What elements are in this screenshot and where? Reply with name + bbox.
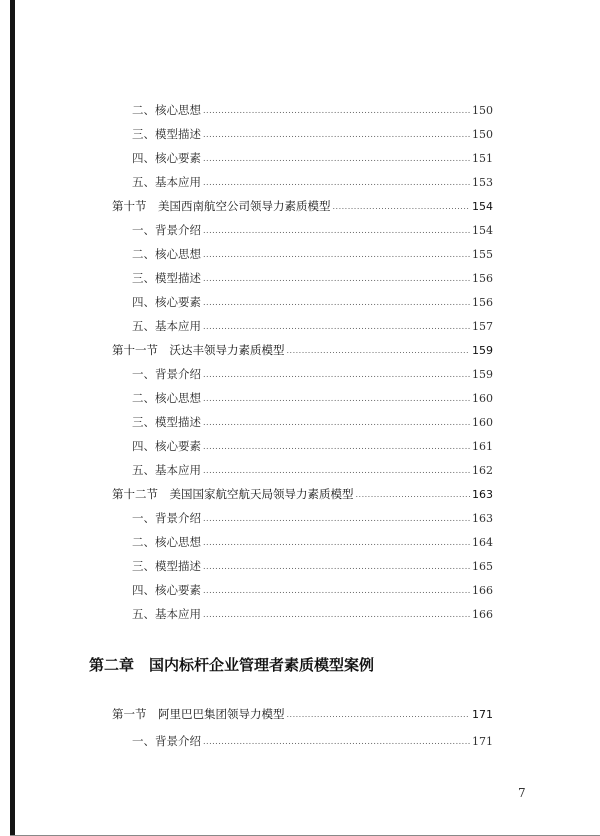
toc-entry[interactable] bbox=[132, 246, 493, 264]
toc-entry-page: 162 bbox=[472, 464, 493, 477]
toc-entry-label: 一、背景介绍 bbox=[132, 367, 201, 381]
dot-leader bbox=[203, 394, 470, 403]
dot-leader bbox=[203, 250, 470, 259]
toc-entry-label: 五、基本应用 bbox=[132, 463, 201, 477]
dot-leader bbox=[203, 538, 470, 547]
page-binding-edge bbox=[10, 0, 15, 836]
toc-entry[interactable] bbox=[132, 390, 493, 408]
toc-entry-page: 159 bbox=[472, 368, 493, 381]
toc-entry-page: 157 bbox=[472, 320, 493, 333]
toc-entry[interactable] bbox=[132, 606, 493, 624]
toc-entry-label: 二、核心思想 bbox=[132, 247, 201, 261]
page-number: 7 bbox=[518, 786, 526, 800]
toc-entry-page: 161 bbox=[472, 440, 493, 453]
dot-leader bbox=[203, 274, 470, 283]
dot-leader bbox=[203, 298, 470, 307]
toc-entry[interactable] bbox=[132, 222, 493, 240]
toc-entry-label: 五、基本应用 bbox=[132, 319, 201, 333]
toc-entry-page: 171 bbox=[472, 735, 493, 748]
toc-section-page: 154 bbox=[472, 200, 493, 213]
toc-entry-page: 164 bbox=[472, 536, 493, 549]
toc-entry-page: 154 bbox=[472, 224, 493, 237]
toc-section-label: 第十二节 美国国家航空航天局领导力素质模型 bbox=[112, 487, 354, 501]
dot-leader bbox=[203, 226, 470, 235]
toc-entry-label: 二、核心思想 bbox=[132, 391, 201, 405]
toc-entry-page: 153 bbox=[472, 176, 493, 189]
dot-leader bbox=[203, 737, 470, 746]
toc-entry[interactable] bbox=[132, 414, 493, 432]
toc-entry-label: 三、模型描述 bbox=[132, 127, 201, 141]
toc-section-page: 171 bbox=[472, 708, 493, 721]
toc-entry-page: 150 bbox=[472, 104, 493, 117]
toc-entry[interactable] bbox=[132, 510, 493, 528]
toc-entry-page: 166 bbox=[472, 584, 493, 597]
toc-entry[interactable] bbox=[132, 270, 493, 288]
toc-entry[interactable] bbox=[132, 102, 493, 120]
toc-entry-page: 160 bbox=[472, 416, 493, 429]
toc-entry-label: 四、核心要素 bbox=[132, 439, 201, 453]
toc-entry-page: 151 bbox=[472, 152, 493, 165]
dot-leader bbox=[287, 346, 471, 355]
toc-entry[interactable] bbox=[132, 733, 493, 751]
toc-entry-label: 五、基本应用 bbox=[132, 175, 201, 189]
toc-entry-page: 155 bbox=[472, 248, 493, 261]
toc-entry[interactable] bbox=[132, 126, 493, 144]
toc-entry[interactable] bbox=[132, 558, 493, 576]
toc-entry[interactable] bbox=[132, 534, 493, 552]
toc-section-label: 第一节 阿里巴巴集团领导力模型 bbox=[112, 707, 285, 721]
dot-leader bbox=[203, 514, 470, 523]
dot-leader bbox=[203, 610, 470, 619]
toc-entry-label: 四、核心要素 bbox=[132, 151, 201, 165]
toc-entry-label: 一、背景介绍 bbox=[132, 511, 201, 525]
toc-section-page: 163 bbox=[472, 488, 493, 501]
toc-entry-label: 四、核心要素 bbox=[132, 583, 201, 597]
toc-entry-label: 四、核心要素 bbox=[132, 295, 201, 309]
dot-leader bbox=[203, 106, 470, 115]
toc-entry[interactable] bbox=[132, 438, 493, 456]
toc-entry-page: 166 bbox=[472, 608, 493, 621]
dot-leader bbox=[203, 130, 470, 139]
toc-entry-label: 三、模型描述 bbox=[132, 271, 201, 285]
dot-leader bbox=[203, 442, 470, 451]
toc-entry-page: 160 bbox=[472, 392, 493, 405]
dot-leader bbox=[203, 322, 470, 331]
toc-entry[interactable] bbox=[132, 150, 493, 168]
dot-leader bbox=[203, 586, 470, 595]
toc-entry-label: 二、核心思想 bbox=[132, 535, 201, 549]
toc-entry-label: 一、背景介绍 bbox=[132, 223, 201, 237]
toc-entry-label: 二、核心思想 bbox=[132, 103, 201, 117]
toc-entry-label: 三、模型描述 bbox=[132, 559, 201, 573]
toc-entry[interactable] bbox=[132, 462, 493, 480]
dot-leader bbox=[203, 178, 470, 187]
toc-entry-page: 156 bbox=[472, 272, 493, 285]
dot-leader bbox=[203, 154, 470, 163]
dot-leader bbox=[203, 370, 470, 379]
dot-leader bbox=[333, 202, 471, 211]
dot-leader bbox=[356, 490, 471, 499]
toc-entry-page: 165 bbox=[472, 560, 493, 573]
toc-entry[interactable] bbox=[132, 294, 493, 312]
toc-section-page: 159 bbox=[472, 344, 493, 357]
toc-entry[interactable] bbox=[132, 366, 493, 384]
toc-section[interactable] bbox=[112, 342, 493, 360]
dot-leader bbox=[287, 710, 471, 719]
dot-leader bbox=[203, 418, 470, 427]
toc-section[interactable] bbox=[112, 706, 493, 724]
toc-section[interactable] bbox=[112, 198, 493, 216]
toc-section-label: 第十节 美国西南航空公司领导力素质模型 bbox=[112, 199, 331, 213]
toc-entry-page: 156 bbox=[472, 296, 493, 309]
toc-entry[interactable] bbox=[132, 174, 493, 192]
toc-section-label: 第十一节 沃达丰领导力素质模型 bbox=[112, 343, 285, 357]
toc-entry[interactable] bbox=[132, 582, 493, 600]
toc-entry[interactable] bbox=[132, 318, 493, 336]
toc-entry-label: 三、模型描述 bbox=[132, 415, 201, 429]
dot-leader bbox=[203, 562, 470, 571]
toc-entry-label: 五、基本应用 bbox=[132, 607, 201, 621]
toc-entry-label: 一、背景介绍 bbox=[132, 734, 201, 748]
toc-entry-page: 163 bbox=[472, 512, 493, 525]
dot-leader bbox=[203, 466, 470, 475]
toc-entry-page: 150 bbox=[472, 128, 493, 141]
chapter-heading[interactable]: 第二章 国内标杆企业管理者素质模型案例 bbox=[89, 656, 375, 674]
toc-section[interactable] bbox=[112, 486, 493, 504]
